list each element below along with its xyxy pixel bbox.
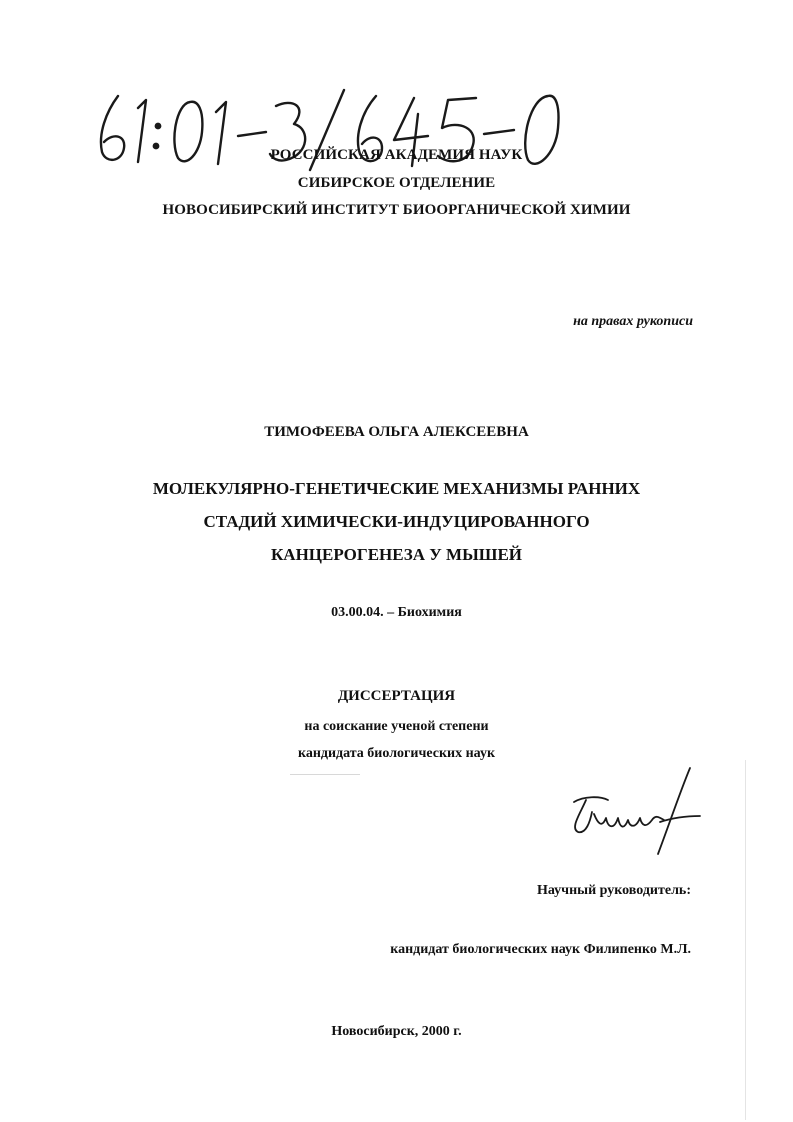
city-year: Новосибирск, 2000 г. xyxy=(331,1024,462,1039)
dissertation-label: ДИССЕРТАЦИЯ xyxy=(337,688,456,704)
thesis-title-line-2: СТАДИЙ ХИМИЧЕСКИ-ИНДУЦИРОВАННОГО xyxy=(203,512,590,531)
specialty-code: 03.00.04. – Биохимия xyxy=(331,605,462,620)
degree-line-1: на соискание ученой степени xyxy=(304,719,489,734)
organization-line-3: НОВОСИБИРСКИЙ ИНСТИТУТ БИООРГАНИЧЕСКОЙ ХИМИИ xyxy=(162,202,631,218)
thesis-title-line-3: КАНЦЕРОГЕНЕЗА У МЫШЕЙ xyxy=(270,545,522,564)
scan-edge-line xyxy=(745,760,746,1120)
advisor-name: кандидат биологических наук Филипенко М.Л. xyxy=(390,942,691,957)
advisor-label: Научный руководитель: xyxy=(537,883,691,898)
organization-line-2: СИБИРСКОЕ ОТДЕЛЕНИЕ xyxy=(297,175,496,191)
degree-line-2: кандидата биологических наук xyxy=(297,746,496,761)
handwritten-signature xyxy=(560,762,710,862)
thesis-title-line-1: МОЛЕКУЛЯРНО-ГЕНЕТИЧЕСКИЕ МЕХАНИЗМЫ РАННИХ xyxy=(152,479,641,498)
author-name: ТИМОФЕЕВА ОЛЬГА АЛЕКСЕЕВНА xyxy=(264,424,529,440)
scan-mark xyxy=(290,774,360,775)
manuscript-note: на правах рукописи xyxy=(573,314,693,329)
organization-line-1: РОССИЙСКАЯ АКАДЕМИЯ НАУК xyxy=(270,147,523,163)
